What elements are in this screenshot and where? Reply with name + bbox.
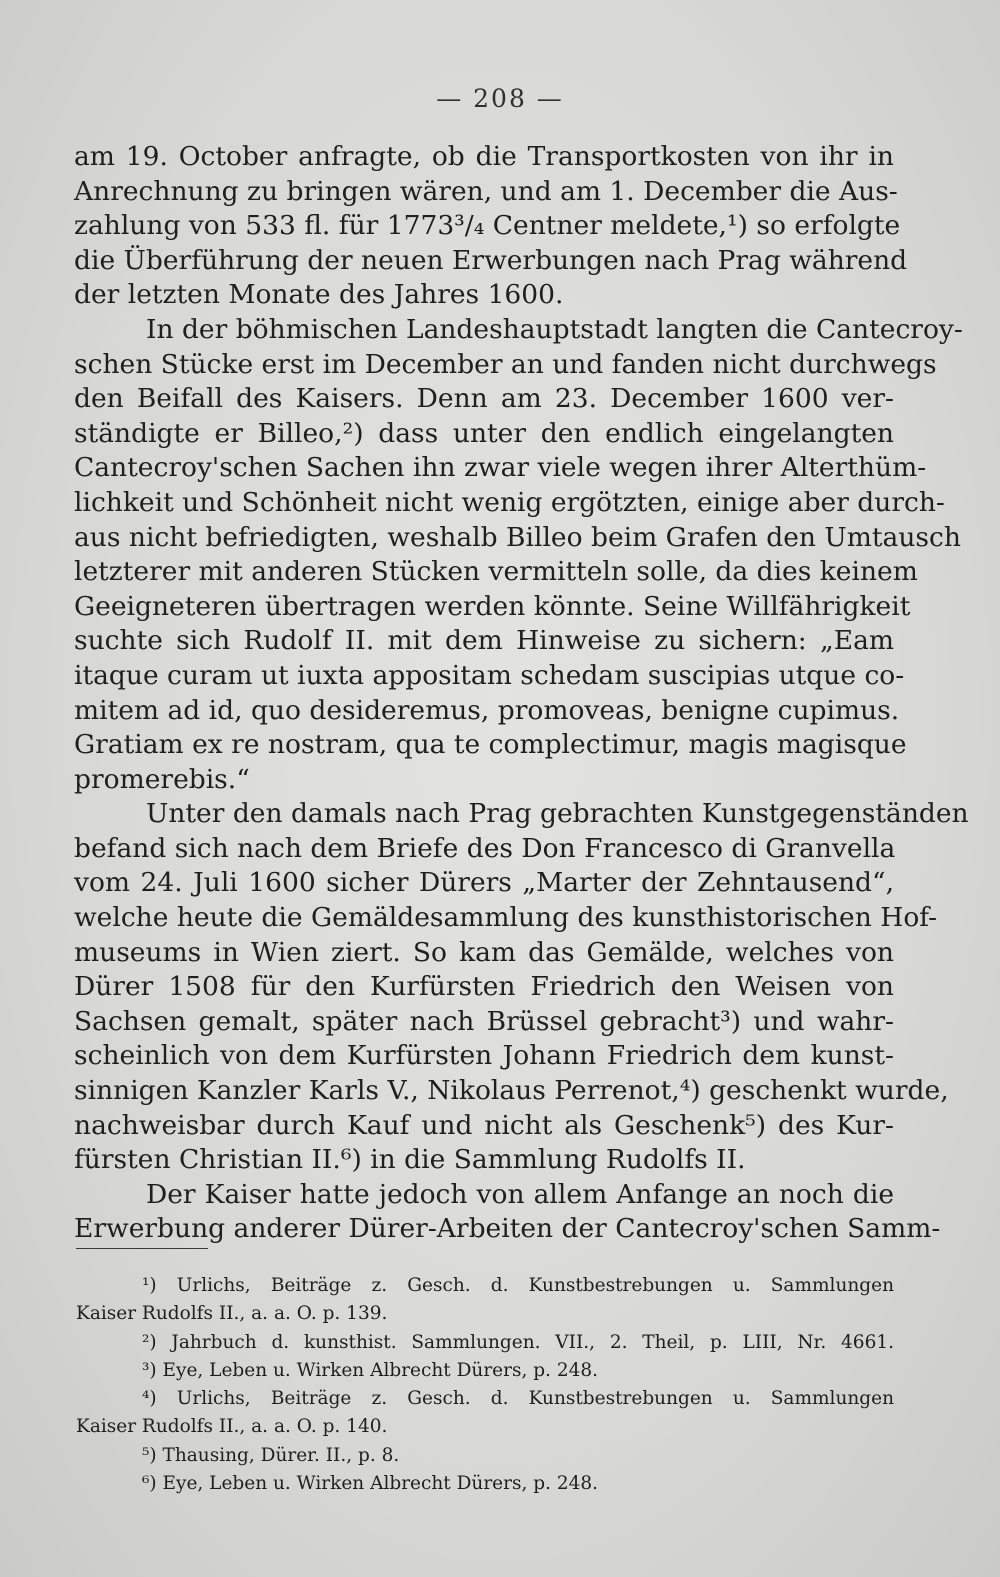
footnotes [76, 1272, 894, 1498]
text-line: Der Kaiser hatte jedoch von allem Anfange an noch die [146, 1178, 894, 1210]
text-line: befand sich nach dem Briefe des Don Francesco di Granvella [74, 832, 896, 864]
text-line: Cantecroy'schen Sachen ihn zwar viele wegen ihrer Alterthüm- [74, 452, 927, 484]
footnote-line: ⁶) Eye, Leben u. Wirken Albrecht Dürers, p. 248. [142, 1473, 599, 1495]
footnote-line: Kaiser Rudolfs II., a. a. O. p. 139. [76, 1303, 388, 1325]
text-line: Gratiam ex re nostram, qua te complectimur, magis magisque [74, 729, 907, 761]
text-line: Unter den damals nach Prag gebrachten Kunstgegenständen [146, 798, 969, 830]
page-number: — 208 — [436, 84, 564, 113]
text-line: den Beifall des Kaisers. Denn am 23. December 1600 ver- [74, 383, 894, 415]
text-line: In der böhmischen Landeshauptstadt langten die Cantecroy- [146, 313, 963, 345]
text-line: vom 24. Juli 1600 sicher Dürers „Marter der Zehntausend“, [74, 867, 894, 899]
text-line: ständigte er Billeo,²) dass unter den endlich eingelangten [74, 417, 894, 449]
footnote-line: ²) Jahrbuch d. kunsthist. Sammlungen. VII., 2. Theil, p. LIII, Nr. 4661. [142, 1331, 894, 1353]
footnote-line: ³) Eye, Leben u. Wirken Albrecht Dürers, p. 248. [142, 1359, 599, 1381]
footnote-line: Kaiser Rudolfs II., a. a. O. p. 140. [76, 1416, 388, 1438]
footnote-line: ¹) Urlichs, Beiträge z. Gesch. d. Kunstbestrebungen u. Sammlungen [142, 1275, 894, 1296]
text-line: Dürer 1508 für den Kurfürsten Friedrich den Weisen von [74, 971, 894, 1003]
text-line: welche heute die Gemäldesammlung des kunsthistorischen Hof- [74, 902, 938, 934]
text-line: aus nicht befriedigten, weshalb Billeo beim Grafen den Umtausch [74, 521, 961, 553]
text-line: zahlung von 533 fl. für 1773³/₄ Centner meldete,¹) so erfolgte [74, 210, 901, 242]
text-line: Anrechnung zu bringen wären, und am 1. December die Aus- [74, 175, 898, 207]
text-line: der letzten Monate des Jahres 1600. [74, 279, 564, 311]
body-text [74, 140, 969, 1247]
text-line: Sachsen gemalt, später nach Brüssel gebracht³) und wahr- [74, 1005, 894, 1037]
text-line: itaque curam ut iuxta appositam schedam suscipias utque co- [74, 659, 905, 691]
text-line: schen Stücke erst im December an und fanden nicht durchwegs [74, 348, 937, 380]
text-line: fürsten Christian II.⁶) in die Sammlung Rudolfs II. [74, 1144, 746, 1176]
text-line: suchte sich Rudolf II. mit dem Hinweise zu sichern: „Eam [74, 625, 894, 657]
footnote-line: ⁵) Thausing, Dürer. II., p. 8. [142, 1444, 400, 1466]
text-line: die Überführung der neuen Erwerbungen nach Prag während [74, 244, 908, 276]
text-line: museums in Wien ziert. So kam das Gemälde, welches von [74, 936, 894, 968]
text-line: Erwerbung anderer Dürer-Arbeiten der Cantecroy'schen Samm- [74, 1213, 941, 1245]
text-line: am 19. October anfragte, ob die Transportkosten von ihr in [74, 141, 894, 172]
text-line: letzterer mit anderen Stücken vermitteln solle, da dies keinem [74, 556, 918, 588]
text-line: promerebis.“ [74, 763, 250, 795]
footnote-divider [76, 1248, 208, 1249]
footnote-line: ⁴) Urlichs, Beiträge z. Gesch. d. Kunstbestrebungen u. Sammlungen [142, 1388, 894, 1410]
text-line: mitem ad id, quo desideremus, promoveas, benigne cupimus. [74, 694, 900, 726]
text-line: Geeigneteren übertragen werden könnte. Seine Willfährigkeit [74, 590, 911, 622]
text-line: lichkeit und Schönheit nicht wenig ergötzten, einige aber durch- [74, 486, 945, 518]
text-line: nachweisbar durch Kauf und nicht als Geschenk⁵) des Kur- [74, 1109, 894, 1141]
text-line: sinnigen Kanzler Karls V., Nikolaus Perrenot,⁴) geschenkt wurde, [74, 1075, 949, 1107]
text-line: scheinlich von dem Kurfürsten Johann Friedrich dem kunst- [74, 1040, 894, 1072]
